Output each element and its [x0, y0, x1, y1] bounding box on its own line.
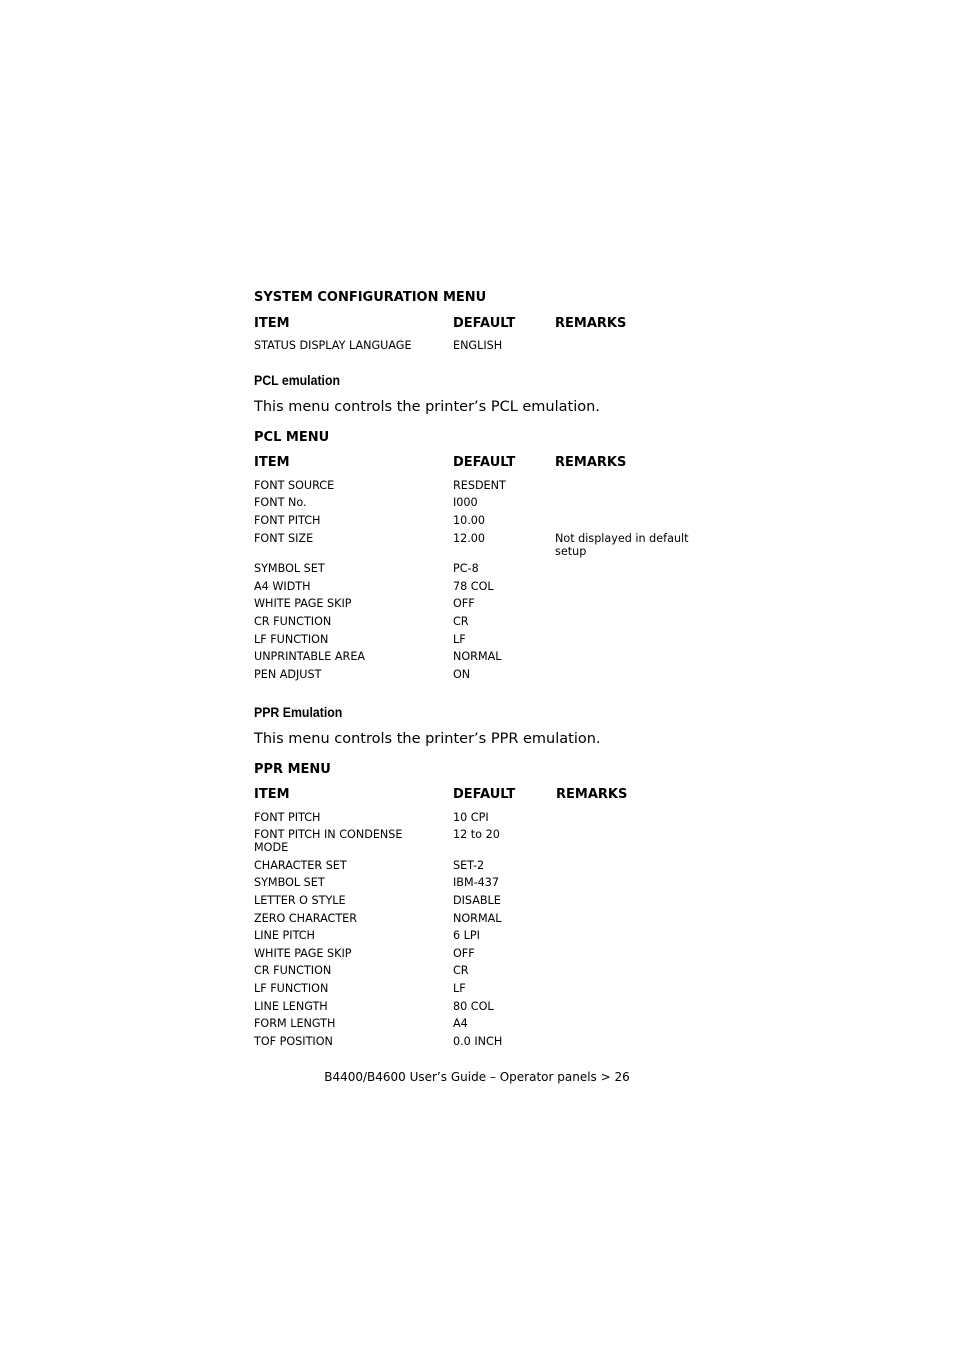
table-cell-item: LF FUNCTION — [254, 982, 329, 995]
table-cell-item: A4 WIDTH — [254, 580, 311, 593]
table-cell-item: UNPRINTABLE AREA — [254, 650, 366, 663]
system-config-header-default: DEFAULT — [453, 316, 516, 331]
table-cell-default: OFF — [453, 947, 475, 960]
table-cell-default: RESDENT — [453, 479, 506, 492]
table-cell-item: WHITE PAGE SKIP — [254, 597, 352, 610]
page-footer: B4400/B4600 User’s Guide – Operator panels > 26 — [324, 1070, 630, 1084]
table-cell-default: PC-8 — [453, 562, 479, 575]
table-cell-default: CR — [453, 964, 469, 977]
ppr-header-default: DEFAULT — [453, 787, 516, 802]
table-cell-default: 0.0 INCH — [453, 1035, 503, 1048]
table-cell-default: DISABLE — [453, 894, 501, 907]
table-cell-default: ON — [453, 668, 471, 681]
table-cell-default: LF — [453, 633, 466, 646]
table-cell-item: TOF POSITION — [254, 1035, 333, 1048]
table-cell-item: PEN ADJUST — [254, 668, 322, 681]
system-config-header-item: ITEM — [254, 316, 290, 331]
system-config-header-remarks: REMARKS — [555, 316, 627, 331]
table-cell-default: 80 COL — [453, 1000, 494, 1013]
ppr-header-remarks: REMARKS — [556, 787, 628, 802]
table-cell-default: 78 COL — [453, 580, 494, 593]
ppr-header-item: ITEM — [254, 787, 290, 802]
table-cell-item: FONT No. — [254, 496, 307, 509]
table-cell-default: OFF — [453, 597, 475, 610]
table-cell-item: SYMBOL SET — [254, 562, 325, 575]
table-cell-default: 12.00 — [453, 532, 486, 545]
table-cell-item: LINE PITCH — [254, 929, 315, 942]
ppr-intro-text: This menu controls the printer’s PPR emulation. — [254, 731, 601, 747]
table-cell-default: NORMAL — [453, 650, 502, 663]
table-cell-item: FONT PITCH — [254, 811, 321, 824]
table-cell-item: ZERO CHARACTER — [254, 912, 358, 925]
table-cell-default: NORMAL — [453, 912, 502, 925]
table-cell-default: ENGLISH — [453, 339, 503, 352]
table-cell-default: 10 CPI — [453, 811, 489, 824]
table-cell-item: CR FUNCTION — [254, 615, 332, 628]
table-cell-default: SET-2 — [453, 859, 485, 872]
table-cell-item: FONT PITCH — [254, 514, 321, 527]
table-cell-default: CR — [453, 615, 469, 628]
table-cell-default: LF — [453, 982, 466, 995]
ppr-section-heading: PPR Emulation — [254, 704, 343, 720]
pcl-header-remarks: REMARKS — [555, 455, 627, 470]
pcl-section-heading: PCL emulation — [254, 372, 341, 388]
table-cell-default: I000 — [453, 496, 478, 509]
pcl-header-item: ITEM — [254, 455, 290, 470]
pcl-menu-title: PCL MENU — [254, 430, 330, 445]
table-cell-default: 6 LPI — [453, 929, 480, 942]
table-cell-item: WHITE PAGE SKIP — [254, 947, 352, 960]
pcl-intro-text: This menu controls the printer’s PCL emulation. — [254, 399, 600, 415]
table-cell-item: LETTER O STYLE — [254, 894, 346, 907]
table-cell-item: SYMBOL SET — [254, 876, 325, 889]
table-cell-item: FONT SIZE — [254, 532, 314, 545]
table-cell-remarks: Not displayed in default setup — [555, 532, 689, 558]
table-cell-item: FORM LENGTH — [254, 1017, 336, 1030]
pcl-header-default: DEFAULT — [453, 455, 516, 470]
table-cell-item: CHARACTER SET — [254, 859, 347, 872]
table-cell-default: A4 — [453, 1017, 468, 1030]
system-config-title: SYSTEM CONFIGURATION MENU — [254, 290, 487, 305]
table-cell-default: 12 to 20 — [453, 828, 500, 841]
table-cell-default: 10.00 — [453, 514, 486, 527]
table-cell-item: FONT PITCH IN CONDENSE MODE — [254, 828, 403, 854]
table-cell-item: LINE LENGTH — [254, 1000, 328, 1013]
ppr-menu-title: PPR MENU — [254, 762, 331, 777]
table-cell-item: FONT SOURCE — [254, 479, 335, 492]
table-cell-item: STATUS DISPLAY LANGUAGE — [254, 339, 412, 352]
table-cell-item: LF FUNCTION — [254, 633, 329, 646]
table-cell-default: IBM-437 — [453, 876, 500, 889]
table-cell-item: CR FUNCTION — [254, 964, 332, 977]
